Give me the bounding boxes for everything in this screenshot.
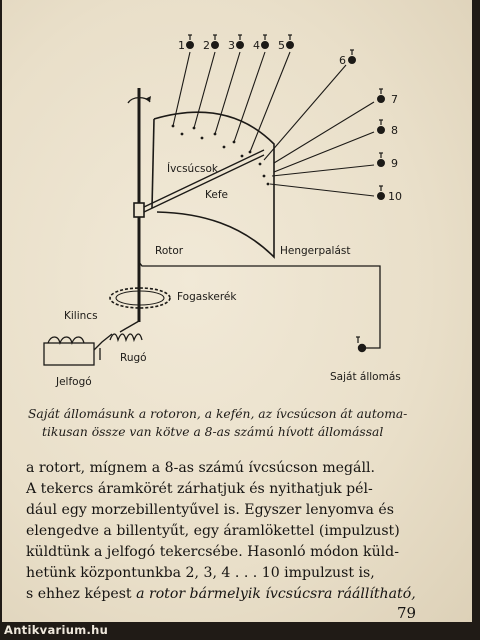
rotary-switch-diagram [2,0,472,405]
label-pawl: Kilincs [64,310,98,322]
label-own-station: Saját állomás [330,371,401,383]
body-line-7-italic: a rotor bármelyik ívcsúcsra ráállítható, [136,586,416,602]
station-wire [139,262,380,348]
terminal-5 [287,35,294,48]
contact-number-8: 8 [391,124,398,137]
caption-line-1: Saját állomásunk a rotoron, a kefén, az ívcsúcson át automa- [28,407,408,421]
contact-number-9: 9 [391,157,398,170]
contact-number-3: 3 [228,39,235,52]
relay-coil [44,343,94,365]
label-brush: Kefe [205,189,228,201]
terminal-1 [187,35,194,48]
terminal-10 [378,186,385,199]
body-line-2: A tekercs áramkörét zárhatjuk és nyithatjuk pél- [26,481,373,497]
terminal-2 [212,35,219,48]
body-line-6: hetünk központunkba 2, 3, 4 . . . 10 impulzust is, [26,565,375,581]
body-paragraph [26,458,456,605]
body-line-4: elengedve a billentyűt, egy áramlökettel (impulzust) [26,523,400,539]
book-page [2,0,472,622]
label-rotor: Rotor [155,245,184,257]
body-line-5: küldtünk a jelfogó tekercsébe. Hasonló módon küld- [26,544,399,560]
body-line-7-normal: s ehhez képest [26,586,137,602]
pawl [120,321,139,332]
body-line-7 [26,584,456,605]
terminal-7 [378,89,385,102]
spring [110,334,142,340]
own-station-terminal [356,337,366,352]
contact-number-6: 6 [339,54,346,67]
label-relay: Jelfogó [56,376,92,388]
contact-number-5: 5 [278,39,285,52]
terminal-9 [378,153,385,166]
label-gear: Fogaskerék [177,291,237,303]
terminal-3 [237,35,244,48]
cylinder-left-edge [152,119,154,208]
label-spring: Rugó [120,352,147,364]
contact-number-10: 10 [388,190,402,203]
contact-number-2: 2 [203,39,210,52]
figure-caption [28,405,454,441]
body-line-1: a rotort, mígnem a 8-as számú ívcsúcson megáll. [26,460,375,476]
brush-arm [144,150,264,212]
contact-number-1: 1 [178,39,185,52]
brush-hub [134,203,144,217]
label-contacts: Ívcsúcsok [167,163,218,175]
terminal-6 [349,50,356,63]
label-cylinder-shell: Hengerpalást [280,245,351,257]
body-line-3: dául egy morzebillentyűvel is. Egyszer lenyomva és [26,502,394,518]
terminal-4 [262,35,269,48]
terminal-8 [378,120,385,133]
contact-number-4: 4 [253,39,260,52]
page-number: 79 [397,604,417,622]
watermark: Antikvarium.hu [4,623,109,637]
contact-number-7: 7 [391,93,398,106]
caption-line-2: tikusan össze van kötve a 8-as számú hívott állomással [42,425,384,439]
